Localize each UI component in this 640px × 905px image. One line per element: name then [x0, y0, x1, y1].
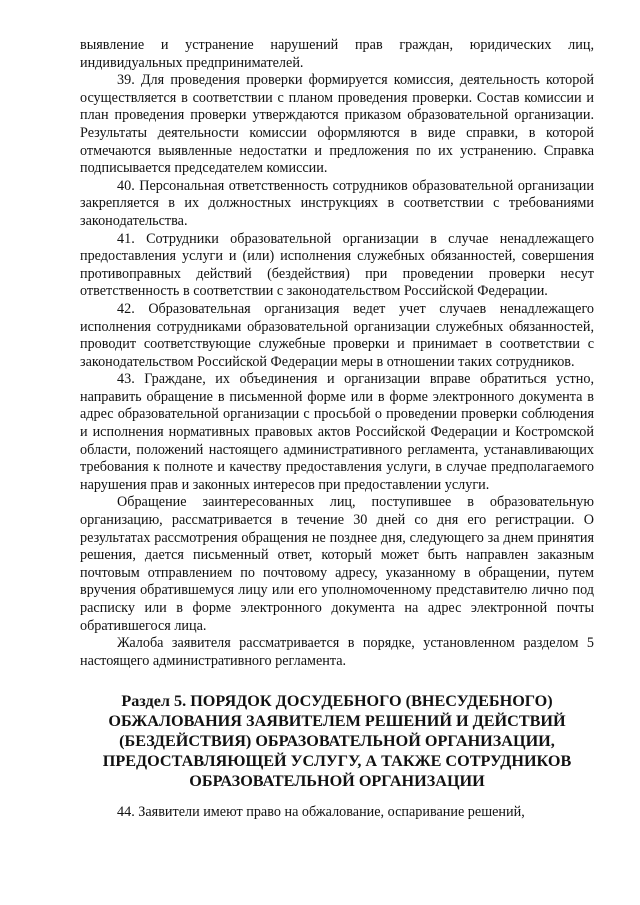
paragraph-42: 42. Образовательная организация ведет учет случаев ненадлежащего исполнения сотрудниками образовательной организации служебных обязанностей, проводит соответствующие служебные проверки и принимает в соответствии с законодательством Российской Федерации меры в отношении таких сотрудников. — [80, 300, 594, 370]
paragraph-continuation: выявление и устранение нарушений прав граждан, юридических лиц, индивидуальных предпринимателей. — [80, 37, 594, 71]
paragraph-44: 44. Заявители имеют право на обжалование, оспаривание решений, — [117, 804, 525, 821]
paragraph-40: 40. Персональная ответственность сотрудников образовательной организации закрепляется в их должностных инструкциях в соответствии с требованиями законодательства. — [80, 177, 594, 229]
paragraph-41: 41. Сотрудники образовательной организации в случае ненадлежащего предоставления услуги и (или) исполнения служебных обязанностей, совершения противоправных действий (бездействия) при проведении проверки несут ответственность в соответствии с законодательством Российской Федерации. — [80, 230, 594, 300]
paragraph-appeal-review: Обращение заинтересованных лиц, поступившее в образовательную организацию, рассматривается в течение 30 дней со дня его регистрации. О результатах рассмотрения обращения не позднее дня, следующего за днем принятия решения, дается письменный ответ, который может быть направлен заказным почтовым отправлением по почтовому адресу, указанному в обращении, путем вручения обратившемуся лицу или его уполномоченному представителю лично под расписку или в форме электронного документа на адрес электронной почты обратившегося лица. — [80, 494, 594, 634]
paragraph-43: 43. Граждане, их объединения и организации вправе обратиться устно, направить обращение в письменной форме или в форме электронного документа в адрес образовательной организации с просьбой о проведении проверки соблюдения и исполнения нормативных правовых актов Российской Федерации и Костромской области, положений настоящего административного регламента, устанавливающих требования к полноте и качеству предоставления услуги, в случае предполагаемого нарушения прав и законных интересов при предоставлении услуги. — [80, 371, 594, 493]
paragraph-complaint: Жалоба заявителя рассматривается в порядке, установленном разделом 5 настоящего административного регламента. — [80, 635, 594, 669]
section-5-heading: Раздел 5. ПОРЯДОК ДОСУДЕБНОГО (ВНЕСУДЕБНОГО) ОБЖАЛОВАНИЯ ЗАЯВИТЕЛЕМ РЕШЕНИЙ И ДЕЙСТВИЙ (БЕЗДЕЙСТВИЯ) ОБРАЗОВАТЕЛЬНОЙ ОРГАНИЗАЦИИ, ПРЕДОСТАВЛЯЮЩЕЙ УСЛУГУ, А ТАКЖЕ СОТРУДНИКОВ ОБРАЗОВАТЕЛЬНОЙ ОРГАНИЗАЦИИ — [102, 692, 572, 790]
paragraph-39: 39. Для проведения проверки формируется комиссия, деятельность которой осуществляется в соответствии с планом проведения проверки. Состав комиссии и план проведения проверки утверждаются приказом образовательной организации. Результаты деятельности комиссии оформляются в виде справки, в которой отмечаются выявленные недостатки и предложения по их устранению. Справка подписывается председателем комиссии. — [80, 72, 594, 177]
document-body — [80, 37, 594, 822]
